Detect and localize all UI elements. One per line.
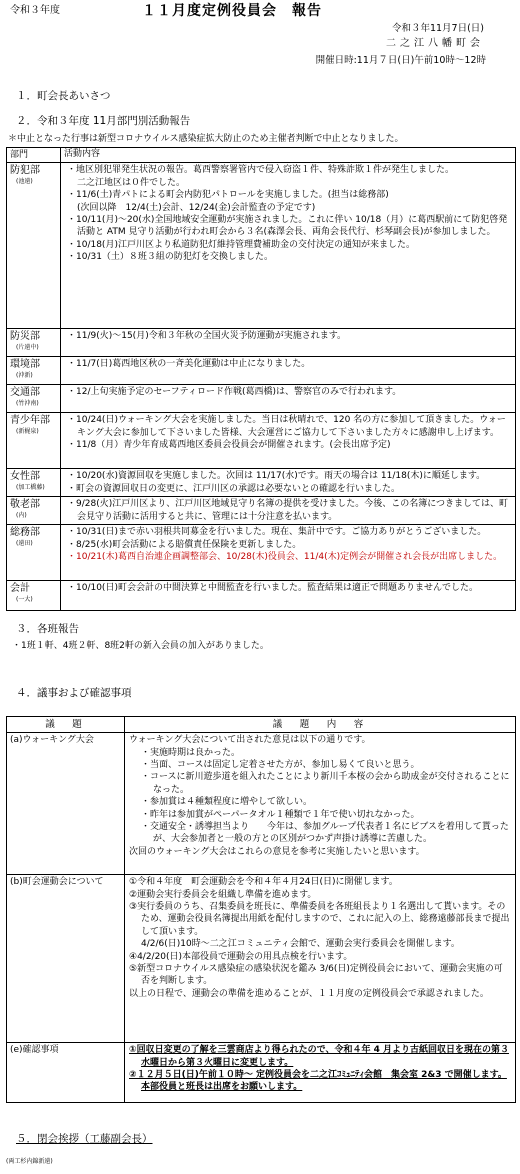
sports-item: ④4/2/20(日)本部役員で運動会の用具点検を行います。 — [129, 951, 353, 962]
activity-line: 二之江地区は０件でした。 — [77, 177, 186, 188]
section-1-heading: １．町会長あいさつ — [16, 90, 111, 102]
report-date: 令和３年11月7日(日) — [391, 23, 484, 34]
dept-members: (池遠) — [16, 178, 33, 186]
walking-opinion: ・当面、コースは固定し定着させた方が、参加し易くて良いと思う。 — [141, 759, 420, 770]
table-row — [7, 413, 516, 469]
dept-members: (内) — [16, 512, 27, 520]
dept-members: (竹沖南) — [16, 400, 39, 408]
walking-closing: 次回のウォーキング大会はこれらの意見を参考に実施したいと思います。 — [129, 846, 425, 857]
confirm-item: ②１２月５日(日)午前１０時〜 定例役員会を二之江ｺﾐｭﾆﾃｨ会館 集会室 2&3 で開催します。本部役員と班長は出席をお願いします。 — [129, 1069, 507, 1093]
sports-item: 4/2/6(日)10時〜二之江コミュニティ会館で、運動会実行委員会を開催します。 — [141, 939, 460, 950]
organization-name: 二之江八幡町会 — [386, 38, 484, 49]
col-activity-header: 活動内容 — [61, 148, 516, 163]
confirm-item: ①回収日変更の了解を三雲商店より得られたので、令和４年 4 月より古紙回収日を現在の第３水曜日から第３火曜日に変更します。 — [129, 1045, 509, 1068]
dept-members: (加工橋藤) — [16, 484, 45, 492]
table-row — [7, 469, 516, 497]
dept-members: (片遠中) — [16, 344, 39, 352]
activity-line: (次回以降 12/4(土)会計、12/24(金)会計監査の予定です) — [77, 202, 316, 213]
activity-line: ・10/11(月)〜20(水)全国地域安全運動が実施されました。これに伴い 10/18（月）に葛西駅前にて防犯啓発活動と ATM 見守り活動が行われ町会から３名(森澤会長、両角会長代行、杉琴副会長)が参加しました。 — [67, 215, 508, 238]
activity-line: ・11/9(火)〜15(月)令和３年秋の全国火災予防運動が実施されます。 — [67, 331, 346, 342]
table-row — [7, 357, 516, 385]
walking-opinion: ・参加賞は４種類程度に増やして欲しい。 — [141, 797, 313, 808]
dept-name: 総務部 — [10, 527, 40, 539]
section-5-heading: ５．閉会挨拶（工藤副会長） — [16, 1133, 153, 1145]
footer-members: (両工杉内錦新遠) — [6, 1158, 53, 1165]
col-topic-header: 議 題 — [7, 717, 125, 733]
dept-name: 防災部 — [10, 331, 40, 343]
agenda-table-header — [7, 717, 516, 733]
col-content-header: 議 題 内 容 — [125, 717, 516, 733]
activity-line: ・地区別犯罪発生状況の報告。葛西警察署管内で侵入窃盗１件、特殊詐欺１件が発生しました。 — [67, 165, 455, 176]
dept-name: 交通部 — [10, 387, 40, 399]
activity-table — [6, 147, 516, 611]
table-row — [7, 875, 516, 1043]
sports-item: ③実行委員のうち、召集委員を班長に、準備委員を各班組長より１名選出して貰います。そのため、運動会役員名簿提出用紙を配付しますので、これに記入の上、総務遠藤部長まで提出して頂います。 — [129, 901, 510, 937]
sports-closing: 以上の日程で、運動会の準備を進めることが、１１月度の定例役員会で承認されました。 — [129, 988, 489, 999]
dept-members: (一大) — [16, 596, 33, 604]
agenda-topic: (e)確認事項 — [7, 1043, 125, 1103]
agenda-topic: (b)町会運動会について — [7, 875, 125, 1043]
activity-line: ・10/31（土）８班３組の防犯灯を交換しました。 — [67, 252, 273, 263]
dept-name: 敬老部 — [10, 499, 40, 511]
dept-name: 女性部 — [10, 471, 40, 483]
activity-line: ・10/10(日)町会会計の中間決算と中間監査を行いました。監査結果は適正で問題ありませんでした。 — [67, 583, 478, 594]
activity-line: ・11/6(土)青パトによる町会内防犯パトロールを実施しました。(担当は総務部) — [67, 190, 389, 201]
section-4-heading: ４．議事および確認事項 — [16, 687, 132, 699]
dept-members: (遠田) — [16, 540, 33, 548]
dept-members: (沖新) — [16, 372, 33, 380]
agenda-topic: (a)ウォーキング大会 — [7, 733, 125, 875]
activity-line: ・8/25(水)町会活動による賠償責任保険を更新しました。 — [67, 539, 302, 550]
activity-line: ・10/18(月)江戸川区より私道防犯灯維持管理費補助金の交付決定の通知が来ました。 — [67, 239, 415, 250]
activity-table-header — [7, 148, 516, 163]
fiscal-year: 令和３年度 — [10, 5, 60, 16]
sports-item: ①令和４年度 町会運動会を令和４年４月24日(日)に開催します。 — [129, 877, 398, 888]
meeting-time: 開催日時:11月７日(日)午前10時〜12時 — [315, 55, 486, 66]
table-row — [7, 163, 516, 329]
section-3-heading: ３．各班報告 — [16, 623, 79, 635]
walking-opinion: ・昨年は参加賞がペーパータオル１種類で１年で使い切れなかった。 — [141, 809, 420, 820]
activity-line: ・11/7(日)葛西地区秋の一斉美化運動は中止になりました。 — [67, 359, 311, 370]
col-dept-header: 部門 — [7, 148, 61, 163]
dept-name: 防犯部 — [10, 165, 40, 177]
activity-line: ・町会の資源回収日の変更に、江戸川区の承認は必要ないとの確認を行いました。 — [67, 483, 401, 494]
activity-line: ・10/20(水)資源回収を実施しました。次回は 11/17(水)です。雨天の場合は 11/18(木)に順延します。 — [67, 471, 486, 482]
activity-line: ・11/8（月）青少年育成葛西地区委員会役員会が開催されます。(会長出席予定) — [67, 440, 391, 451]
han-report: ・1班１軒、4班２軒、8班2軒の新入会員の加入がありました。 — [12, 641, 269, 651]
dept-members: (新梶泉) — [16, 428, 39, 436]
walking-opinion: ・実施時期は良かった。 — [141, 747, 241, 758]
table-row — [7, 1043, 516, 1103]
sports-item: ②運動会実行委員会を組織し準備を進めます。 — [129, 889, 317, 900]
walking-opinion: ・交通安全・誘導担当より 今年は、参加グループ代表者１名にビブスを着用して貰ったが、大会参加者と一般の方との区別がつかず声掛け誘導に苦慮した。 — [141, 821, 509, 845]
table-row — [7, 581, 516, 611]
covid-note: ＊中止となった行事は新型コロナウイルス感染症拡大防止のため主催者判断で中止となりました。 — [8, 134, 404, 144]
page-title: １１月度定例役員会 報告 — [142, 3, 322, 19]
dept-name: 会計 — [10, 583, 30, 595]
walking-intro: ウォーキング大会について出された意見は以下の通りです。 — [129, 735, 371, 746]
activity-line: ・9/28(火)江戸川区より、江戸川区地域見守り名簿の提供を受けました。今後、この名簿につきましては、町会見守り活動に活用すると共に、管理には十分注意を払います。 — [67, 499, 509, 522]
dept-name: 環境部 — [10, 359, 40, 371]
table-row — [7, 329, 516, 357]
agenda-table — [6, 716, 516, 1103]
table-row — [7, 733, 516, 875]
table-row — [7, 385, 516, 413]
section-2-heading: ２．令和３年度 11月部門別活動報告 — [16, 115, 191, 127]
activity-line: ・10/31(日)まで赤い羽根共同募金を行いました。現在、集計中です。ご協力ありがとうございました。 — [67, 527, 487, 538]
sports-item: ⑤新型コロナウイルス感染症の感染状況を鑑み 3/6(日)定例役員会において、運動会実施の可否を判断します。 — [129, 963, 503, 987]
activity-line: ・12/上旬実施予定のセーフティロード作戦(葛西橋)は、警察官のみで行われます。 — [67, 387, 402, 398]
activity-line: ・10/24(日)ウォーキング大会を実施しました。当日は秋晴れで、120 名の方に参加して頂きました。ウォーキング大会に参加して下さいました皆様、大会運営にご協力して下さいました方々に感謝申し上げます。 — [67, 415, 506, 438]
table-row — [7, 497, 516, 525]
activity-line: ・10/21(木)葛西自治連企画調整部会、10/28(木)役員会、11/4(木)定例会が開催され会長が出席しました。 — [67, 552, 503, 563]
table-row — [7, 525, 516, 581]
walking-opinion: ・コースに新川遊歩道を組入れたことにより新川千本桜の会から助成金が交付されることになった。 — [141, 772, 510, 795]
dept-name: 青少年部 — [10, 415, 50, 427]
